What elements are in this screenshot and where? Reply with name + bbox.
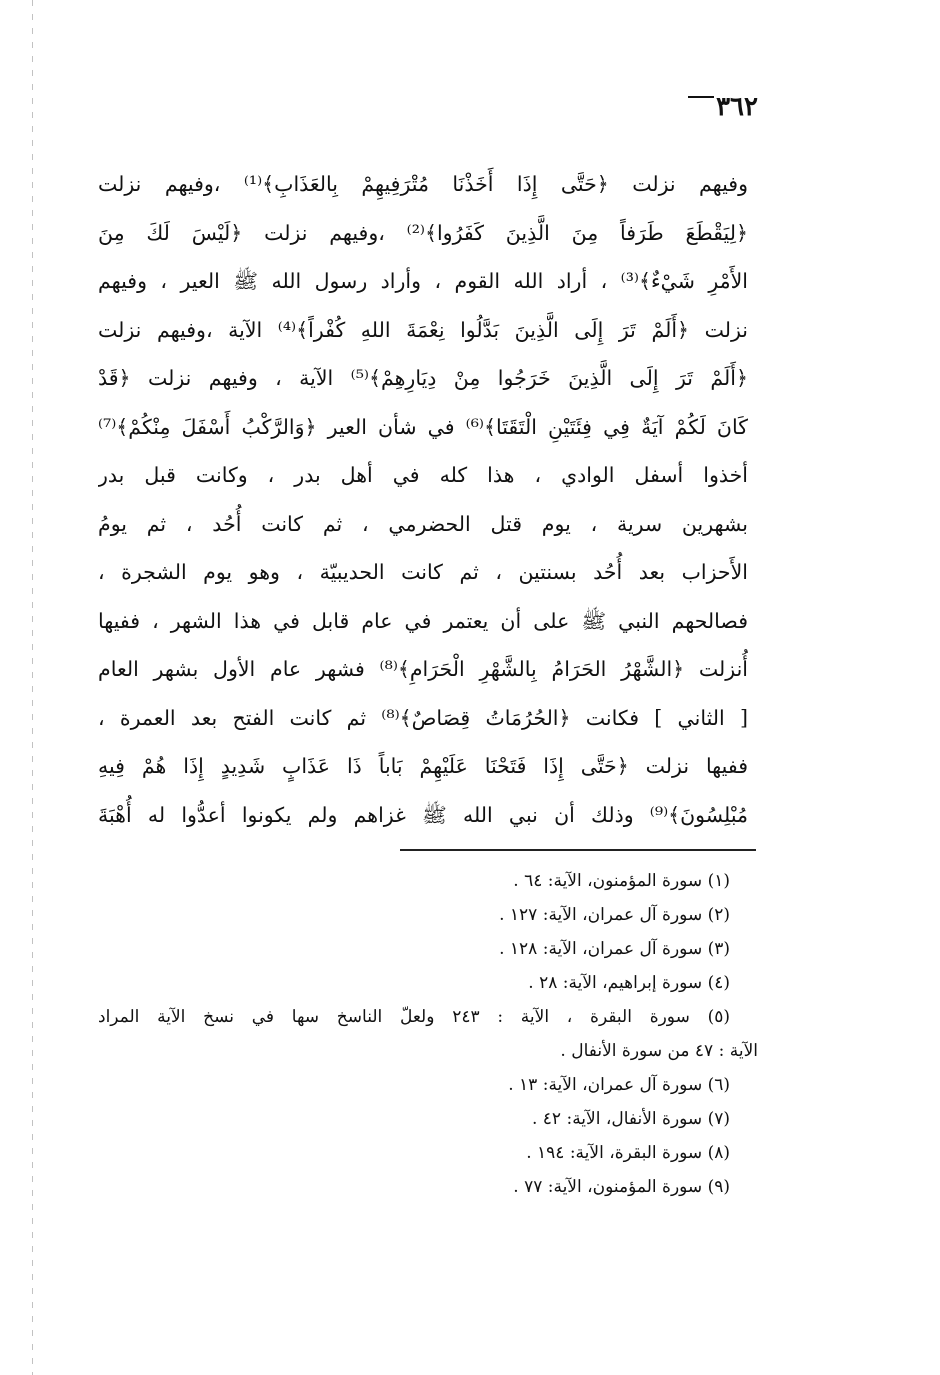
page-number: ٣٦٢ <box>716 92 758 122</box>
footnote-6: (٦) سورة آل عمران، الآية: ١٣ . <box>508 1075 730 1095</box>
footnote-7: (٧) سورة الأنفال، الآية: ٤٢ . <box>531 1109 730 1129</box>
text-line: أخذوا أسفل الوادي ، هذا كله في أهل بدر ، وكانت قبل بدر <box>98 463 748 487</box>
footnote-5-continuation: الآية : ٤٧ من سورة الأنفال . <box>560 1041 758 1061</box>
footnotes <box>98 864 758 1204</box>
text-line: وفيهم نزلت ﴿حَتَّى إِذَا أَخَذْنَا مُتْرَفِيهِمْ بِالعَذَابِ﴾⁽¹⁾ ،وفيهم نزلت <box>98 172 748 196</box>
footnote-3: (٣) سورة آل عمران، الآية: ١٢٨ . <box>499 939 730 959</box>
footnote-4: (٤) سورة إبراهيم، الآية: ٢٨ . <box>528 973 730 993</box>
footnote-9: (٩) سورة المؤمنون، الآية: ٧٧ . <box>513 1177 730 1197</box>
text-line: أُنزلت ﴿الشَّهْرُ الحَرَامُ بِالشَّهْرِ الْحَرَامِ﴾⁽⁸⁾ فشهر عام الأول بشهر العام <box>98 657 748 681</box>
text-line: ففيها نزلت ﴿حَتَّى إِذَا فَتَحْنَا عَلَيْهِمْ بَاباً ذَا عَذَابٍ شَدِيدٍ إِذَا هُمْ فِيهِ <box>98 754 748 778</box>
text-line: الأَمْرِ شَيْءٌ﴾⁽³⁾ ، أراد الله القوم ، وأراد رسول الله ﷺ العير ، وفيهم <box>98 269 748 293</box>
text-line: بشهرين سرية ، يوم قتل الحضرمي ، ثم كانت أُحُد ، ثم يومُ <box>98 511 748 536</box>
footnote-5: (٥) سورة البقرة ، الآية : ٢٤٣ ولعلّ الناسخ سها في نسخ الآية المراد <box>98 1007 730 1027</box>
text-line: مُبْلِسُونَ﴾⁽⁹⁾ وذلك أن نبي الله ﷺ غزاهم ولم يكونوا أعدُّوا له أُهْبَةَ <box>98 802 748 827</box>
page-number-dash <box>688 96 714 98</box>
footnote-separator <box>400 849 756 851</box>
text-line: ﴿لِيَقْطَعَ طَرَفاً مِنَ الَّذِينَ كَفَرُوا﴾⁽²⁾ ،وفيهم نزلت ﴿لَيْسَ لَكَ مِنَ <box>98 220 748 245</box>
text-line: ﴿أَلَمْ تَرَ إِلَى الَّذِينَ خَرَجُوا مِنْ دِيَارِهِمْ﴾⁽⁵⁾ الآية ، وفيهم نزلت ﴿قَدْ <box>98 366 748 390</box>
text-line: نزلت ﴿أَلَمْ تَرَ إِلَى الَّذِينَ بَدَّلُوا نِعْمَةَ اللهِ كُفْراً﴾⁽⁴⁾ الآية ،وفيهم نزلت <box>98 317 748 342</box>
footnote-1: (١) سورة المؤمنون، الآية: ٦٤ . <box>513 871 730 891</box>
text-line: فصالحهم النبي ﷺ على أن يعتمر في عام قابل في هذا الشهر ، ففيها <box>98 608 748 633</box>
text-line: [ الثاني ] فكانت ﴿الحُرُمَاتُ قِصَاصٌ﴾⁽⁸⁾ ثم كانت الفتح بعد العمرة ، <box>98 705 748 730</box>
text-line: كَانَ لَكُمْ آيَةٌ فِي فِئَتَيْنِ الْتَقَتَا﴾⁽⁶⁾ في شأن العير ﴿وَالرَّكْبُ أَسْفَلَ مِنْكُمْ﴾⁽⁷⁾ <box>98 414 748 439</box>
text-line: الأَحزاب بعد أُحُد بسنتين ، ثم كانت الحديبيّة ، وهو يوم الشجرة ، <box>98 560 748 584</box>
footnote-2: (٢) سورة آل عمران، الآية: ١٢٧ . <box>499 905 730 925</box>
scan-margin-line <box>32 0 33 1375</box>
footnote-8: (٨) سورة البقرة، الآية: ١٩٤ . <box>526 1143 730 1163</box>
main-text <box>98 160 748 839</box>
